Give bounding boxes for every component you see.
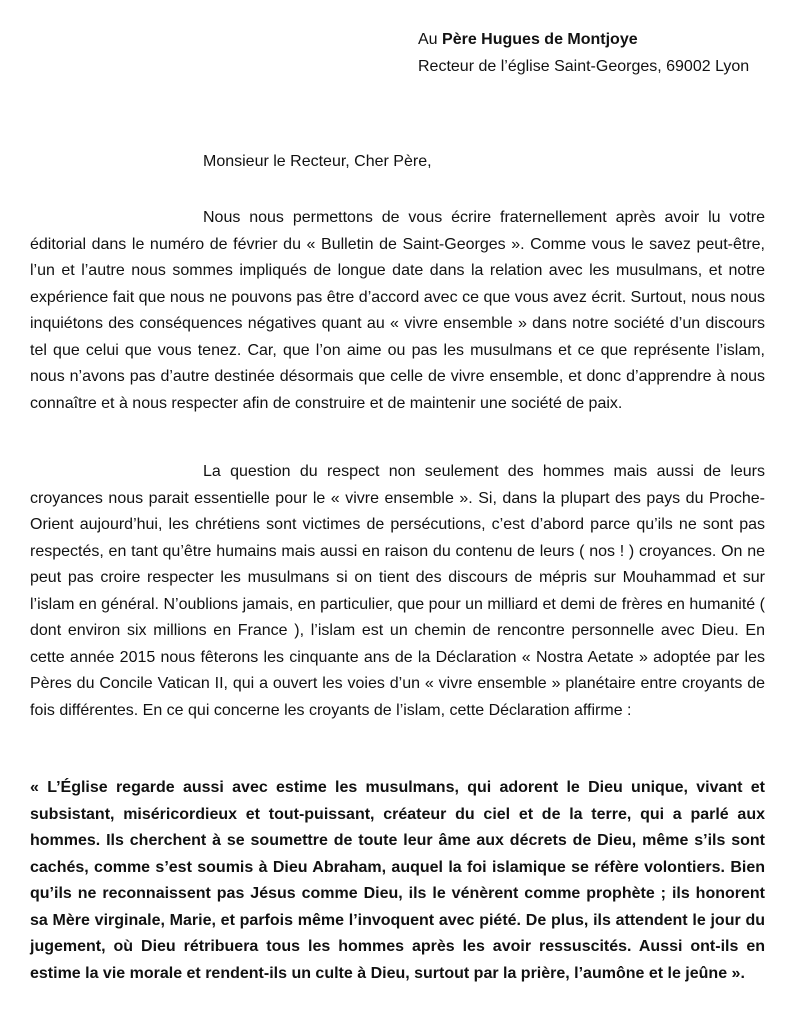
recipient-name: Père Hugues de Montjoye [442, 31, 638, 48]
paragraph-2: La question du respect non seulement des hommes mais aussi de leurs croyances nous parait essentielle pour le « vivre ensemble ». Si, dans la plupart des pays du Proche-Orient aujourd’hui, les chrétiens sont victimes de persécutions, c’est d’abord parce qu’ils ne sont pas respectés, en tant qu’être humains mais aussi en raison du contenu de leurs ( nos ! ) croyances. On ne peut pas croire respecter les musulmans si on tient des discours de mépris sur Mouhammad et sur l’islam en général. N’oublions jamais, en particulier, que pour un milliard et demi de frères en humanité ( dont environ six millions en France ), l’islam est un chemin de rencontre personnelle avec Dieu. En cette année 2015 nous fêterons les cinquante ans de la Déclaration « Nostra Aetate » adoptée par les Pères du Concile Vatican II, qui a ouvert les voies d’un « vivre ensemble » planétaire entre croyants de fois différentes. En ce qui concerne les croyants de l’islam, cette Déclaration affirme : [30, 463, 765, 719]
recipient-address [418, 26, 749, 80]
quotation-nostra-aetate: « L’Église regarde aussi avec estime les musulmans, qui adorent le Dieu unique, vivant et subsistant, miséricordieux et tout-puissant, créateur du ciel et de la terre, qui a parlé aux hommes. Ils cherchent à se soumettre de toute leur âme aux décrets de Dieu, même s’ils sont cachés, comme s’est soumis à Dieu Abraham, auquel la foi islamique se réfère volontiers. Bien qu’ils ne reconnaissent pas Jésus comme Dieu, ils le vénèrent comme prophète ; ils honorent sa Mère virginale, Marie, et parfois même l’invoquent avec piété. De plus, ils attendent le jour du jugement, où Dieu rétribuera tous les hommes après les avoir ressuscités. Aussi ont-ils en estime la vie morale et rendent-ils un culte à Dieu, surtout par la prière, l’aumône et le jeûne ». [30, 779, 765, 982]
recipient-title: Recteur de l’église Saint-Georges, 69002 Lyon [418, 58, 750, 75]
recipient-name-line [418, 26, 749, 53]
salutation: Monsieur le Recteur, Cher Père, [203, 153, 432, 170]
recipient-prefix: Au [418, 31, 438, 48]
paragraph-1: Nous nous permettons de vous écrire fraternellement après avoir lu votre éditorial dans le numéro de février du « Bulletin de Saint-Georges ». Comme vous le savez peut-être, l’un et l’autre nous sommes impliqués de longue date dans la relation avec les musulmans, et notre expérience fait que nous ne pouvons pas être d’accord avec ce que vous avez écrit. Surtout, nous nous inquiétons des conséquences négatives quant au « vivre ensemble » dans notre société d’un discours tel que celui que vous tenez. Car, que l’on aime ou pas les musulmans et ce que représente l’islam, nous n’avons pas d’autre destinée désormais que celle de vivre ensemble, et donc d’apprendre à nous connaître et à nous respecter afin de construire et de maintenir une société de paix. [30, 209, 765, 412]
